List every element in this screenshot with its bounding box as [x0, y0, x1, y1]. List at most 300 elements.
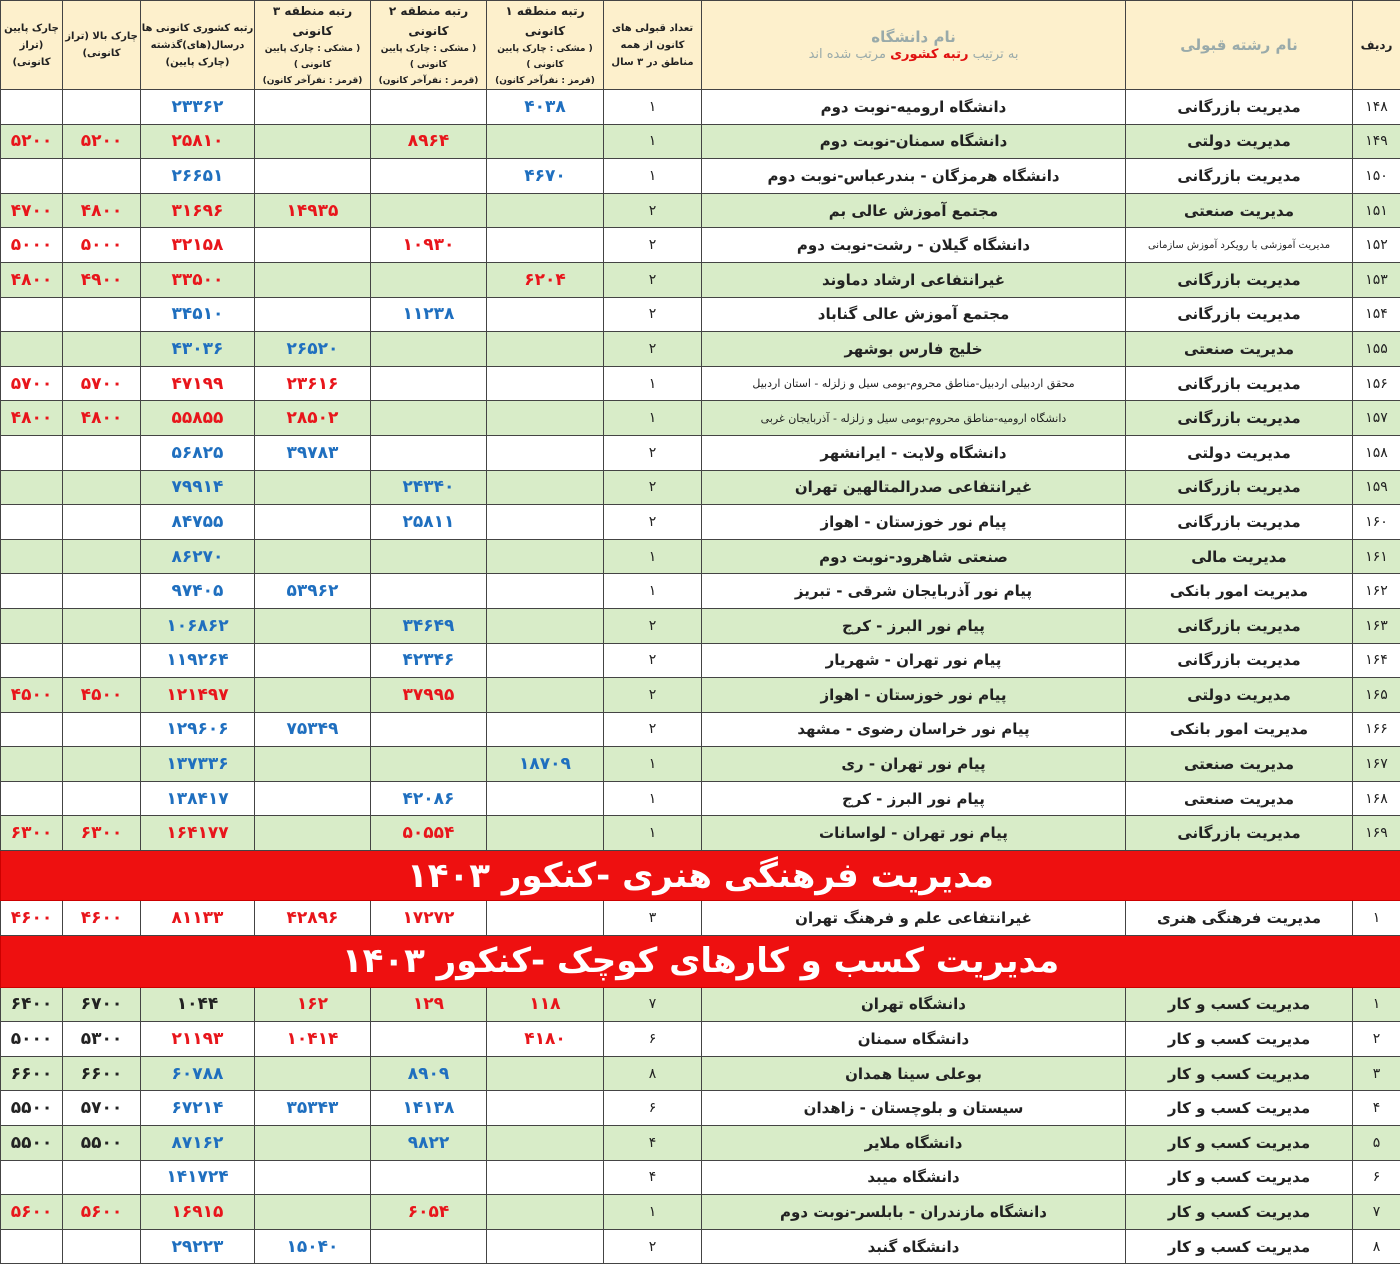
cell-rank-region3: [255, 228, 371, 263]
cell-major: مدیریت دولتی: [1126, 124, 1353, 159]
cell-rank-region2: [371, 1022, 487, 1057]
cell-quartile-high: ۶۳۰۰: [63, 816, 141, 851]
cell-rank-region1: [487, 124, 604, 159]
cell-national-rank: ۱۳۷۳۳۶: [141, 747, 255, 782]
cell-radif: ۱۶۶: [1353, 712, 1400, 747]
cell-quartile-high: ۵۷۰۰: [63, 1091, 141, 1126]
cell-major: مدیریت بازرگانی: [1126, 608, 1353, 643]
cell-quartile-low: [1, 539, 63, 574]
cell-rank-region1: [487, 539, 604, 574]
cell-radif: ۳: [1353, 1056, 1400, 1091]
cell-rank-region1: [487, 366, 604, 401]
cell-count: ۱: [604, 539, 702, 574]
cell-count: ۱: [604, 574, 702, 609]
cell-quartile-high: [63, 297, 141, 332]
cell-radif: ۱۵۱: [1353, 193, 1400, 228]
cell-rank-region3: ۳۹۷۸۳: [255, 435, 371, 470]
cell-rank-region3: [255, 90, 371, 125]
header-rank-region3: [255, 1, 371, 90]
cell-rank-region2: ۱۱۲۳۸: [371, 297, 487, 332]
section-banner-cultural: [1, 851, 1400, 901]
cell-university: پیام نور خوزستان - اهواز: [702, 505, 1126, 540]
cell-national-rank: ۹۷۴۰۵: [141, 574, 255, 609]
cell-major: مدیریت بازرگانی: [1126, 470, 1353, 505]
cell-university: غیرانتفاعی ارشاد دماوند: [702, 262, 1126, 297]
cell-rank-region3: [255, 505, 371, 540]
header-sub-before: به ترتیب: [968, 47, 1018, 62]
table-row: [1, 193, 1400, 228]
cell-count: ۱: [604, 747, 702, 782]
cell-quartile-low: ۴۸۰۰: [1, 262, 63, 297]
table-row: [1, 505, 1400, 540]
header-university-title: نام دانشگاه: [871, 28, 955, 46]
cell-national-rank: ۸۷۱۶۲: [141, 1126, 255, 1161]
cell-major: مدیریت امور بانکی: [1126, 712, 1353, 747]
cell-quartile-low: ۵۷۰۰: [1, 366, 63, 401]
cell-national-rank: ۵۵۸۵۵: [141, 401, 255, 436]
cell-count: ۲: [604, 643, 702, 678]
header-radif: ردیف: [1353, 1, 1400, 90]
cell-rank-region3: [255, 816, 371, 851]
cell-rank-region3: ۲۶۵۲۰: [255, 332, 371, 367]
cell-radif: ۴: [1353, 1091, 1400, 1126]
cell-national-rank: ۸۶۲۷۰: [141, 539, 255, 574]
table-row: [1, 228, 1400, 263]
cell-rank-region1: [487, 678, 604, 713]
cell-quartile-low: [1, 712, 63, 747]
cell-quartile-high: ۴۶۰۰: [63, 901, 141, 936]
header-r1-sub1: ( مشکی : چارک پایین کانونی ): [487, 41, 603, 73]
cell-quartile-low: [1, 1229, 63, 1264]
cell-quartile-high: ۵۵۰۰: [63, 1126, 141, 1161]
header-quartile-high: چارک بالا (تراز کانونی): [63, 1, 141, 90]
cell-rank-region1: [487, 781, 604, 816]
cell-radif: ۱۵۹: [1353, 470, 1400, 505]
cell-quartile-high: [63, 505, 141, 540]
cell-radif: ۱۶۷: [1353, 747, 1400, 782]
cell-rank-region2: [371, 1229, 487, 1264]
cell-university: دانشگاه ولایت - ایرانشهر: [702, 435, 1126, 470]
cell-university: پیام نور تهران - ری: [702, 747, 1126, 782]
cell-rank-region1: [487, 332, 604, 367]
cell-count: ۶: [604, 1022, 702, 1057]
cell-major: مدیریت کسب و کار: [1126, 1126, 1353, 1161]
cell-national-rank: ۳۳۵۰۰: [141, 262, 255, 297]
cell-rank-region1: [487, 435, 604, 470]
cell-rank-region1: ۶۲۰۴: [487, 262, 604, 297]
cell-major: مدیریت کسب و کار: [1126, 1229, 1353, 1264]
cell-quartile-high: [63, 470, 141, 505]
cell-major: مدیریت بازرگانی: [1126, 159, 1353, 194]
cell-national-rank: ۱۱۹۲۶۴: [141, 643, 255, 678]
cell-national-rank: ۲۵۸۱۰: [141, 124, 255, 159]
cell-major: مدیریت دولتی: [1126, 435, 1353, 470]
cell-quartile-high: [63, 435, 141, 470]
cell-national-rank: ۱۰۶۸۶۲: [141, 608, 255, 643]
cell-rank-region1: [487, 228, 604, 263]
cell-rank-region2: ۴۲۰۸۶: [371, 781, 487, 816]
cell-university: دانشگاه سمنان-نوبت دوم: [702, 124, 1126, 159]
table-row: [1, 1229, 1400, 1264]
cell-major: مدیریت کسب و کار: [1126, 1160, 1353, 1195]
cell-count: ۱: [604, 781, 702, 816]
cell-radif: ۱: [1353, 987, 1400, 1022]
cell-rank-region1: [487, 1091, 604, 1126]
cell-major: مدیریت بازرگانی: [1126, 505, 1353, 540]
cell-rank-region3: [255, 470, 371, 505]
header-r1-sub2: (قرمز : نفرآخر کانون): [487, 73, 603, 89]
cell-university: پیام نور البرز - کرج: [702, 608, 1126, 643]
cell-major: مدیریت مالی: [1126, 539, 1353, 574]
header-quartile-low: چارک پایین (تراز کانونی): [1, 1, 63, 90]
cell-rank-region2: ۸۹۰۹: [371, 1056, 487, 1091]
cell-count: ۴: [604, 1160, 702, 1195]
cell-rank-region3: [255, 1160, 371, 1195]
cell-national-rank: ۴۳۰۳۶: [141, 332, 255, 367]
table-row: [1, 435, 1400, 470]
cell-rank-region1: [487, 574, 604, 609]
header-count: تعداد قبولی های کانون از همه مناطق در ۳ سال: [604, 1, 702, 90]
cell-university: پیام نور البرز - کرج: [702, 781, 1126, 816]
cell-rank-region1: [487, 297, 604, 332]
cell-major: مدیریت فرهنگی هنری: [1126, 901, 1353, 936]
cell-major: مدیریت امور بانکی: [1126, 574, 1353, 609]
cell-rank-region1: [487, 1126, 604, 1161]
cell-quartile-low: ۴۶۰۰: [1, 901, 63, 936]
cell-rank-region3: ۱۵۰۴۰: [255, 1229, 371, 1264]
cell-count: ۲: [604, 262, 702, 297]
cell-national-rank: ۳۲۱۵۸: [141, 228, 255, 263]
cell-quartile-high: [63, 712, 141, 747]
cell-rank-region1: ۴۰۳۸: [487, 90, 604, 125]
header-r3-sub2: (قرمز : نفرآخر کانون): [255, 73, 370, 89]
table-row: [1, 1056, 1400, 1091]
cell-count: ۱: [604, 401, 702, 436]
cell-rank-region3: ۷۵۳۴۹: [255, 712, 371, 747]
cell-major: مدیریت بازرگانی: [1126, 643, 1353, 678]
cell-quartile-low: [1, 574, 63, 609]
cell-quartile-high: ۵۳۰۰: [63, 1022, 141, 1057]
cell-university: دانشگاه سمنان: [702, 1022, 1126, 1057]
table-row: [1, 643, 1400, 678]
cell-radif: ۲: [1353, 1022, 1400, 1057]
cell-major: مدیریت کسب و کار: [1126, 1195, 1353, 1230]
cell-count: ۸: [604, 1056, 702, 1091]
cell-national-rank: ۸۱۱۳۳: [141, 901, 255, 936]
banner-cultural-management: مدیریت فرهنگی هنری -کنکور ۱۴۰۳: [1, 851, 1400, 901]
cell-university: دانشگاه ارومیه-نوبت دوم: [702, 90, 1126, 125]
cell-rank-region1: [487, 1229, 604, 1264]
cell-major: مدیریت صنعتی: [1126, 332, 1353, 367]
cell-major: مدیریت بازرگانی: [1126, 297, 1353, 332]
cell-rank-region3: ۵۳۹۶۲: [255, 574, 371, 609]
cell-rank-region2: ۸۹۶۴: [371, 124, 487, 159]
cell-radif: ۱۴۸: [1353, 90, 1400, 125]
cell-rank-region3: [255, 1056, 371, 1091]
cell-major: مدیریت آموزشی با رویکرد آموزش سازمانی: [1126, 228, 1353, 263]
banner-small-business: مدیریت کسب و کارهای کوچک -کنکور ۱۴۰۳: [1, 935, 1400, 987]
cell-rank-region2: [371, 193, 487, 228]
cell-count: ۲: [604, 297, 702, 332]
cell-quartile-low: [1, 297, 63, 332]
cell-national-rank: ۳۴۵۱۰: [141, 297, 255, 332]
cell-rank-region2: [371, 262, 487, 297]
cell-quartile-low: [1, 747, 63, 782]
cell-rank-region1: [487, 1056, 604, 1091]
cell-quartile-high: [63, 747, 141, 782]
cell-rank-region2: ۵۰۵۵۴: [371, 816, 487, 851]
header-national-rank: رتبه کشوری کانونی ها درسال(های)گذشته (چارک پایین): [141, 1, 255, 90]
cell-university: صنعتی شاهرود-نوبت دوم: [702, 539, 1126, 574]
cell-quartile-low: ۴۸۰۰: [1, 401, 63, 436]
table-row: [1, 901, 1400, 936]
header-sub-red: رتبه کشوری: [890, 47, 968, 62]
cell-count: ۲: [604, 505, 702, 540]
table-body-small-business: [1, 987, 1400, 1264]
cell-quartile-low: ۵۰۰۰: [1, 228, 63, 263]
cell-rank-region2: ۱۴۱۳۸: [371, 1091, 487, 1126]
cell-count: ۳: [604, 901, 702, 936]
cell-rank-region2: [371, 712, 487, 747]
cell-national-rank: ۲۶۶۵۱: [141, 159, 255, 194]
cell-count: ۲: [604, 193, 702, 228]
cell-quartile-high: ۵۷۰۰: [63, 366, 141, 401]
table-row: [1, 159, 1400, 194]
cell-university: مجتمع آموزش عالی بم: [702, 193, 1126, 228]
header-university: [702, 1, 1126, 90]
cell-university: محقق اردبیلی اردبیل-مناطق محروم-بومی سیل و زلزله - استان اردبیل: [702, 366, 1126, 401]
cell-national-rank: ۱۲۹۶۰۶: [141, 712, 255, 747]
cell-rank-region1: ۱۱۸: [487, 987, 604, 1022]
cell-rank-region2: [371, 1160, 487, 1195]
cell-national-rank: ۸۴۷۵۵: [141, 505, 255, 540]
cell-rank-region2: [371, 747, 487, 782]
cell-rank-region3: [255, 643, 371, 678]
cell-quartile-low: ۵۵۰۰: [1, 1126, 63, 1161]
cell-rank-region1: [487, 712, 604, 747]
table-row: [1, 366, 1400, 401]
header-r2-sub2: (قرمز : نفرآخر کانون): [371, 73, 486, 89]
cell-rank-region2: [371, 539, 487, 574]
cell-count: ۶: [604, 1091, 702, 1126]
cell-rank-region1: ۴۶۷۰: [487, 159, 604, 194]
cell-quartile-low: [1, 159, 63, 194]
cell-rank-region2: [371, 332, 487, 367]
cell-radif: ۱۶۴: [1353, 643, 1400, 678]
cell-rank-region2: ۲۵۸۱۱: [371, 505, 487, 540]
cell-rank-region1: ۴۱۸۰: [487, 1022, 604, 1057]
header-r3-title: رتبه منطقه ۳ کانونی: [273, 4, 352, 38]
cell-quartile-low: ۶۶۰۰: [1, 1056, 63, 1091]
table-row: [1, 1160, 1400, 1195]
cell-rank-region2: ۳۷۹۹۵: [371, 678, 487, 713]
cell-radif: ۱۶۳: [1353, 608, 1400, 643]
cell-quartile-high: ۵۶۰۰: [63, 1195, 141, 1230]
cell-quartile-high: [63, 643, 141, 678]
cell-quartile-low: ۶۴۰۰: [1, 987, 63, 1022]
table-row: [1, 90, 1400, 125]
cell-radif: ۱۵۲: [1353, 228, 1400, 263]
header-major: نام رشته قبولی: [1126, 1, 1353, 90]
cell-count: ۱: [604, 90, 702, 125]
cell-university: پیام نور خوزستان - اهواز: [702, 678, 1126, 713]
cell-count: ۲: [604, 1229, 702, 1264]
cell-university: پیام نور آذربایجان شرقی - تبریز: [702, 574, 1126, 609]
cell-quartile-low: ۴۵۰۰: [1, 678, 63, 713]
table-row: [1, 539, 1400, 574]
cell-radif: ۱۵۵: [1353, 332, 1400, 367]
cell-quartile-low: ۴۷۰۰: [1, 193, 63, 228]
cell-radif: ۷: [1353, 1195, 1400, 1230]
cell-national-rank: ۷۹۹۱۴: [141, 470, 255, 505]
cell-count: ۱: [604, 124, 702, 159]
cell-rank-region3: [255, 262, 371, 297]
cell-national-rank: ۵۶۸۲۵: [141, 435, 255, 470]
cell-major: مدیریت بازرگانی: [1126, 816, 1353, 851]
cell-university: دانشگاه ملایر: [702, 1126, 1126, 1161]
cell-rank-region2: [371, 90, 487, 125]
cell-rank-region3: [255, 539, 371, 574]
cell-quartile-high: ۵۰۰۰: [63, 228, 141, 263]
table-row: [1, 678, 1400, 713]
table-row: [1, 1091, 1400, 1126]
cell-national-rank: ۱۴۱۷۲۴: [141, 1160, 255, 1195]
cell-rank-region2: ۳۴۶۴۹: [371, 608, 487, 643]
cell-radif: ۱: [1353, 901, 1400, 936]
cell-major: مدیریت صنعتی: [1126, 193, 1353, 228]
cell-rank-region1: [487, 401, 604, 436]
cell-rank-region2: ۱۰۹۳۰: [371, 228, 487, 263]
cell-quartile-low: ۵۶۰۰: [1, 1195, 63, 1230]
cell-count: ۱: [604, 366, 702, 401]
cell-count: ۲: [604, 712, 702, 747]
cell-quartile-high: [63, 332, 141, 367]
cell-radif: ۱۴۹: [1353, 124, 1400, 159]
cell-national-rank: ۴۷۱۹۹: [141, 366, 255, 401]
cell-rank-region3: ۱۰۴۱۴: [255, 1022, 371, 1057]
cell-quartile-high: ۴۸۰۰: [63, 193, 141, 228]
cell-national-rank: ۱۶۹۱۵: [141, 1195, 255, 1230]
cell-rank-region3: ۳۵۳۴۳: [255, 1091, 371, 1126]
cell-quartile-low: ۵۵۰۰: [1, 1091, 63, 1126]
cell-rank-region3: [255, 159, 371, 194]
cell-count: ۱: [604, 1195, 702, 1230]
section-banner-business: [1, 935, 1400, 987]
table-row: [1, 332, 1400, 367]
table-header: [1, 1, 1400, 90]
cell-rank-region1: [487, 643, 604, 678]
cell-university: دانشگاه میبد: [702, 1160, 1126, 1195]
table-row: [1, 470, 1400, 505]
cell-rank-region2: [371, 574, 487, 609]
cell-quartile-high: [63, 90, 141, 125]
cell-quartile-high: [63, 159, 141, 194]
cell-major: مدیریت دولتی: [1126, 678, 1353, 713]
cell-quartile-high: [63, 539, 141, 574]
cell-rank-region2: [371, 435, 487, 470]
cell-university: پیام نور تهران - لواسانات: [702, 816, 1126, 851]
table-row: [1, 401, 1400, 436]
cell-quartile-low: [1, 781, 63, 816]
header-university-sub: [702, 47, 1125, 63]
cell-rank-region3: [255, 678, 371, 713]
cell-university: دانشگاه هرمزگان - بندرعباس-نوبت دوم: [702, 159, 1126, 194]
table-row: [1, 608, 1400, 643]
cell-rank-region2: [371, 366, 487, 401]
table-row: [1, 574, 1400, 609]
cell-national-rank: ۱۰۴۴: [141, 987, 255, 1022]
cell-radif: ۶: [1353, 1160, 1400, 1195]
cell-major: مدیریت صنعتی: [1126, 747, 1353, 782]
cell-quartile-low: [1, 470, 63, 505]
cell-university: دانشگاه تهران: [702, 987, 1126, 1022]
cell-count: ۱: [604, 816, 702, 851]
cell-rank-region3: ۴۲۸۹۶: [255, 901, 371, 936]
cell-radif: ۱۶۰: [1353, 505, 1400, 540]
header-r2-title: رتبه منطقه ۲ کانونی: [389, 4, 468, 38]
cell-university: مجتمع آموزش عالی گناباد: [702, 297, 1126, 332]
header-rank-region1: [487, 1, 604, 90]
cell-rank-region3: [255, 124, 371, 159]
cell-university: سیستان و بلوچستان - زاهدان: [702, 1091, 1126, 1126]
cell-radif: ۱۶۸: [1353, 781, 1400, 816]
table-row: [1, 262, 1400, 297]
cell-rank-region3: [255, 608, 371, 643]
cell-university: دانشگاه ارومیه-مناطق محروم-بومی سیل و زلزله - آذربایجان غربی: [702, 401, 1126, 436]
cell-national-rank: ۲۳۳۶۲: [141, 90, 255, 125]
cell-quartile-low: [1, 608, 63, 643]
cell-rank-region2: ۲۴۳۴۰: [371, 470, 487, 505]
cell-rank-region1: [487, 816, 604, 851]
cell-count: ۴: [604, 1126, 702, 1161]
cell-radif: ۵: [1353, 1126, 1400, 1161]
table-row: [1, 712, 1400, 747]
cell-rank-region2: ۱۲۹: [371, 987, 487, 1022]
cell-university: غیرانتفاعی علم و فرهنگ تهران: [702, 901, 1126, 936]
cell-quartile-high: [63, 608, 141, 643]
cell-major: مدیریت بازرگانی: [1126, 262, 1353, 297]
header-r1-title: رتبه منطقه ۱ کانونی: [505, 4, 584, 38]
table-row: [1, 297, 1400, 332]
cell-national-rank: ۲۹۲۲۳: [141, 1229, 255, 1264]
cell-national-rank: ۲۱۱۹۳: [141, 1022, 255, 1057]
cell-quartile-low: ۵۲۰۰: [1, 124, 63, 159]
cell-radif: ۱۶۱: [1353, 539, 1400, 574]
cell-quartile-low: [1, 643, 63, 678]
cell-rank-region1: ۱۸۷۰۹: [487, 747, 604, 782]
table-row: [1, 781, 1400, 816]
cell-major: مدیریت کسب و کار: [1126, 1091, 1353, 1126]
cell-quartile-high: ۴۸۰۰: [63, 401, 141, 436]
cell-count: ۲: [604, 332, 702, 367]
cell-rank-region3: ۲۳۶۱۶: [255, 366, 371, 401]
cell-rank-region2: ۱۷۲۷۲: [371, 901, 487, 936]
cell-radif: ۸: [1353, 1229, 1400, 1264]
table-row: [1, 1022, 1400, 1057]
cell-rank-region3: [255, 781, 371, 816]
cell-quartile-high: ۶۷۰۰: [63, 987, 141, 1022]
cell-university: دانشگاه گنبد: [702, 1229, 1126, 1264]
cell-quartile-high: ۴۹۰۰: [63, 262, 141, 297]
header-rank-region2: [371, 1, 487, 90]
cell-radif: ۱۵۳: [1353, 262, 1400, 297]
cell-rank-region1: [487, 901, 604, 936]
cell-national-rank: ۱۲۱۴۹۷: [141, 678, 255, 713]
cell-count: ۲: [604, 678, 702, 713]
cell-count: ۲: [604, 470, 702, 505]
cell-university: پیام نور خراسان رضوی - مشهد: [702, 712, 1126, 747]
cell-quartile-high: [63, 781, 141, 816]
